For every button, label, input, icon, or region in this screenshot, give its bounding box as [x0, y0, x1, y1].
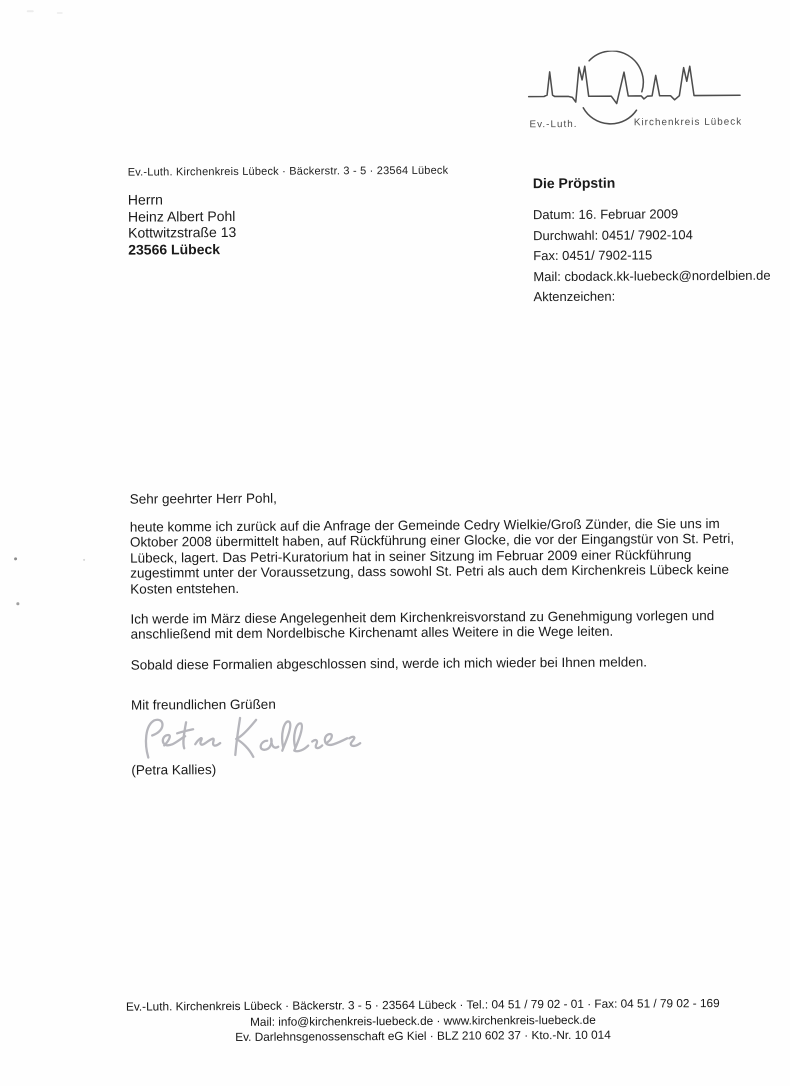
- logo-left-label: Ev.-Luth.: [529, 118, 578, 131]
- info-mail: Mail: cbodack.kk-luebeck@nordelbien.de: [533, 267, 771, 284]
- info-direct-dial: Durchwahl: 0451/ 7902-104: [533, 226, 693, 243]
- logo-right-label: Kirchenkreis Lübeck: [633, 116, 743, 129]
- letter-salutation: Sehr geehrter Herr Pohl,: [129, 490, 277, 507]
- kirchenkreis-luebeck-logo-icon: [525, 50, 751, 135]
- info-reference: Aktenzeichen:: [533, 288, 616, 305]
- scan-speck: [57, 12, 63, 14]
- closing-phrase: Mit freundlichen Grüßen: [130, 696, 276, 713]
- scan-speck: [16, 602, 19, 605]
- logo-circle-bottom-arc: [583, 108, 636, 124]
- recipient-name: Heinz Albert Pohl: [127, 207, 236, 225]
- department-title: Die Pröpstin: [532, 174, 616, 192]
- scan-speck: [83, 559, 85, 561]
- info-fax: Fax: 0451/ 7902-115: [533, 247, 653, 264]
- body-paragraph-1: heute komme ich zurück auf die Anfrage der Gemeinde Cedry Wielkie/Groß Zünder, die Sie uns im Oktober 2008 übermittelt haben, auf Rückführung einer Glocke, die vor der Eingangstür von St. Petri, Lübeck, lagert. Das Petri-Kuratorium hat in seiner Sitzung im Februar 2009 einer Rückführung zugestimmt unter der Voraussetzung, dass sowohl St. Petri als auch dem Kirchenkreis Lübeck keine Kosten entstehen.: [129, 516, 735, 597]
- letter-footer: [73, 996, 773, 1047]
- recipient-salutation: Herrn: [127, 191, 163, 208]
- footer-contact-line: Mail: info@kirchenkreis-luebeck.de · www.kirchenkreis-luebeck.de: [250, 1012, 596, 1029]
- logo-skyline: [529, 65, 741, 104]
- footer-bank-line: Ev. Darlehnsgenossenschaft eG Kiel · BLZ 210 602 37 · Kto.-Nr. 10 014: [235, 1027, 611, 1045]
- sender-address-line: Ev.-Luth. Kirchenkreis Lübeck · Bäckerstr. 3 - 5 · 23564 Lübeck: [127, 164, 449, 179]
- recipient-street: Kottwitzstraße 13: [128, 223, 237, 241]
- body-paragraph-3: Sobald diese Formalien abgeschlossen sind, werde ich mich wieder bei Ihnen melden.: [130, 654, 648, 673]
- scan-speck: [27, 10, 34, 12]
- recipient-address-block: [128, 191, 237, 258]
- scan-speck: [14, 557, 17, 560]
- signer-name: (Petra Kallies): [131, 762, 217, 778]
- logo-circle-top-arc: [589, 51, 643, 92]
- footer-address-line: Ev.-Luth. Kirchenkreis Lübeck · Bäckerstr. 3 - 5 · 23564 Lübeck · Tel.: 04 51 / 79 02 - 01 · Fax: 04 51 / 79 02 - 169: [125, 996, 720, 1014]
- body-paragraph-2: Ich werde im März diese Angelegenheit dem Kirchenkreisvorstand zu Genehmigung vorlegen und anschließend mit dem Nordelbische Kirchenamt alles Weitere in die Wege leiten.: [130, 608, 715, 643]
- recipient-city: 23566 Lübeck: [128, 240, 221, 258]
- info-date: Datum: 16. Februar 2009: [532, 206, 679, 223]
- handwritten-signature: [134, 710, 384, 766]
- letterhead-info-block: [533, 174, 784, 311]
